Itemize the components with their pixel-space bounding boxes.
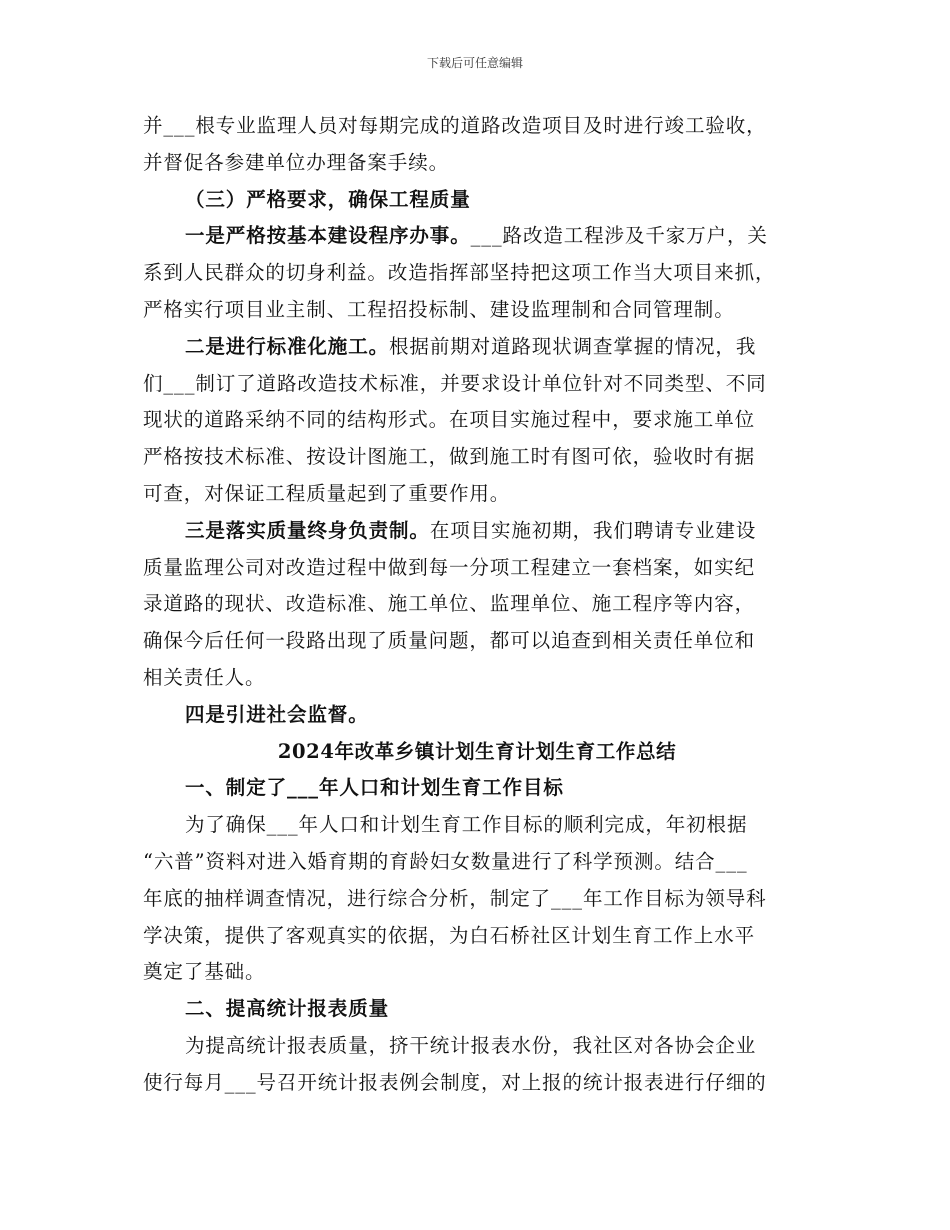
lead-phrase: 一是严格按基本建设程序办事。 bbox=[185, 224, 471, 248]
lead-phrase: 三是落实质量终身负责制。 bbox=[185, 518, 430, 542]
paragraph-line bbox=[143, 329, 811, 366]
lead-phrase: 二是进行标准化施工。 bbox=[185, 334, 390, 358]
paragraph-line: 为了确保___年人口和计划生育工作目标的顺利完成，年初根据 bbox=[185, 813, 748, 837]
paragraph-line: 相关责任人。 bbox=[143, 665, 266, 689]
paragraph-line: 录道路的现状、改造标准、施工单位、监理单位、施工程序等内容， bbox=[143, 592, 756, 616]
paragraph-line: 确保今后任何一段路出现了质量问题，都可以追查到相关责任单位和 bbox=[143, 629, 756, 653]
line-text: 在项目实施初期，我们聘请专业建设 bbox=[429, 518, 757, 542]
paragraph-line bbox=[143, 513, 811, 550]
document-body bbox=[143, 108, 811, 1102]
paragraph-line: 使行每月___号召开统计报表例会制度，对上报的统计报表进行仔细的 bbox=[143, 1070, 767, 1094]
line-text: ___路改造工程涉及千家万户，关 bbox=[470, 224, 768, 248]
paragraph-line: 并督促各参建单位办理备案手续。 bbox=[143, 150, 450, 174]
paragraph-line: 奠定了基础。 bbox=[143, 960, 266, 984]
paragraph-line: 年底的抽样调查情况，进行综合分析，制定了___年工作目标为领导科 bbox=[143, 886, 767, 910]
paragraph-line: 严格实行项目业主制、工程招投标制、建设监理制和合同管理制。 bbox=[143, 297, 735, 321]
paragraph-line: 学决策，提供了客观真实的依据，为白石桥社区计划生育工作上水平 bbox=[143, 923, 756, 947]
paragraph-line: 们___制订了道路改造技术标准，并要求设计单位针对不同类型、不同 bbox=[143, 371, 767, 395]
paragraph-line: 质量监理公司对改造过程中做到每一分项工程建立一套档案，如实纪 bbox=[143, 555, 756, 579]
paragraph-line: 现状的道路采纳不同的结构形式。在项目实施过程中，要求施工单位 bbox=[143, 408, 756, 432]
paragraph-line: 可查，对保证工程质量起到了重要作用。 bbox=[143, 481, 511, 505]
document-title: 2024年改革乡镇计划生育计划生育工作总结 bbox=[277, 739, 677, 763]
paragraph-line bbox=[143, 218, 811, 255]
section-heading: 一、制定了___年人口和计划生育工作目标 bbox=[185, 776, 564, 800]
paragraph-line: “六普”资料对进入婚育期的育龄妇女数量进行了科学预测。结合___ bbox=[143, 849, 748, 873]
section-heading: 四是引进社会监督。 bbox=[185, 702, 369, 726]
section-heading: 二、提高统计报表质量 bbox=[185, 997, 390, 1021]
paragraph-line: 严格按技术标准、按设计图施工，做到施工时有图可依，验收时有据 bbox=[143, 445, 756, 469]
paragraph-line: 系到人民群众的切身利益。改造指挥部坚持把这项工作当大项目来抓， bbox=[143, 261, 776, 285]
line-text: 根据前期对道路现状调查掌握的情况，我 bbox=[389, 334, 757, 358]
paragraph-line: 并___根专业监理人员对每期完成的道路改造项目及时进行竣工验收， bbox=[143, 114, 767, 137]
page-header: 下载后可任意编辑 bbox=[426, 56, 523, 70]
section-heading: （三）严格要求，确保工程质量 bbox=[185, 187, 471, 211]
paragraph-line: 为提高统计报表质量，挤干统计报表水份，我社区对各协会企业 bbox=[185, 1033, 757, 1057]
